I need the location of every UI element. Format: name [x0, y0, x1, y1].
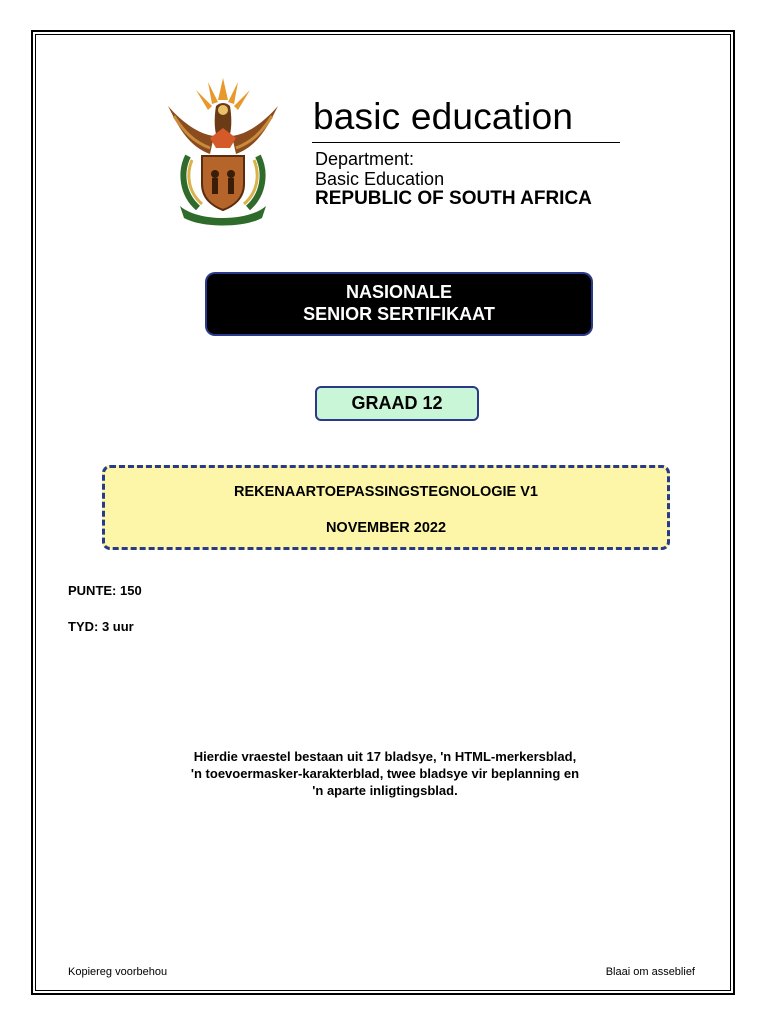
protea [210, 128, 236, 148]
exam-session: NOVEMBER 2022 [325, 520, 447, 536]
subject-title: REKENAARTOEPASSINGSTEGNOLOGIE V1 [233, 484, 538, 500]
exam-duration: TYD: 3 uur [68, 619, 134, 634]
department-label: Department: [315, 149, 415, 169]
country-name: REPUBLIC OF SOUTH AFRICA [315, 188, 592, 209]
instructions-line-3: 'n aparte inligtingsblad. [312, 783, 458, 798]
instructions-line-2: 'n toevoermasker-karakterblad, twee bladsye vir beplanning en [190, 766, 580, 781]
coat-of-arms-logo [158, 76, 288, 226]
department-name: Basic Education [315, 169, 445, 189]
certificate-line-1: NASIONALE [345, 282, 452, 303]
page-turn-note: Blaai om asseblief [605, 966, 695, 978]
certificate-banner [207, 274, 591, 334]
certificate-line-2: SENIOR SERTIFIKAAT [303, 304, 495, 324]
instructions-line-1: Hierdie vraestel bestaan uit 17 bladsye, 'n HTML-merkersblad, [193, 749, 577, 764]
grade-badge: GRAAD 12 [315, 386, 479, 421]
copyright-notice: Kopiereg voorbehou [68, 966, 168, 978]
shield [202, 156, 244, 210]
brand-divider [312, 142, 620, 143]
paper-instructions [100, 748, 670, 799]
total-marks: PUNTE: 150 [68, 583, 142, 598]
brand-name: basic education [313, 96, 574, 137]
subject-box [102, 465, 670, 550]
